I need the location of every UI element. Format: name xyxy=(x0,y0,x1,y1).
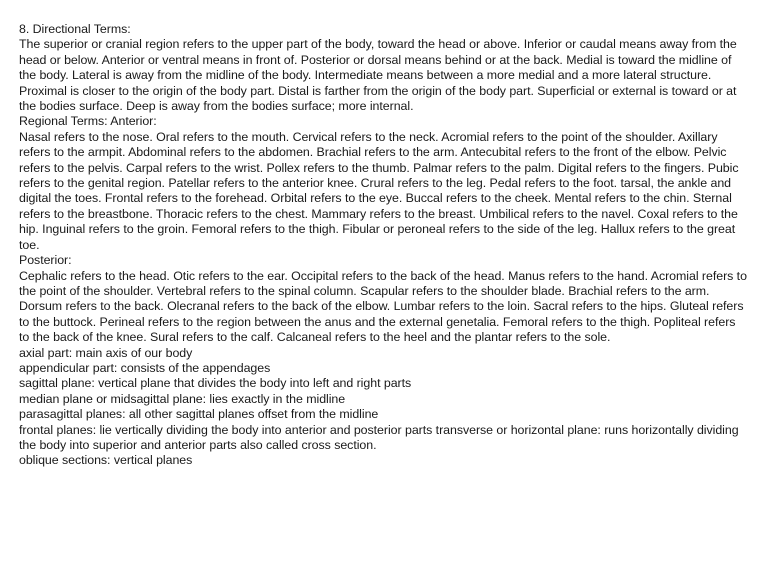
definition-frontal-planes: frontal planes: lie vertically dividing the body into anterior and posterior parts transverse or horizontal plane: runs horizontally dividing the body into superior and anterior parts also called cross section. xyxy=(19,422,739,452)
definition-median-plane: median plane or midsagittal plane: lies exactly in the midline xyxy=(19,391,346,406)
section-heading-directional-terms: 8. Directional Terms: xyxy=(19,22,131,36)
posterior-terms-paragraph: Cephalic refers to the head. Otic refers to the ear. Occipital refers to the back of the head. Manus refers to the hand. Acromial refers to the point of the shoulder. Vertebral refers to the spinal column. Scapular refers to the shoulder blade. Brachial refers to the arm. Dorsum refers to the back. Olecranal refers to the back of the elbow. Lumbar refers to the loin. Sacral refers to the hips. Gluteal refers to the buttock. Perineal refers to the region between the anus and the external genetalia. Femoral refers to the thigh. Popliteal refers to the back of the knee. Sural refers to the calf. Calcaneal refers to the heel and the plantar refers to the sole. xyxy=(19,268,747,345)
definition-parasagittal-planes: parasagittal planes: all other sagittal planes offset from the midline xyxy=(19,407,379,422)
document-body xyxy=(19,22,748,469)
anterior-terms-paragraph: Nasal refers to the nose. Oral refers to the mouth. Cervical refers to the neck. Acromial refers to the point of the shoulder. Axillary refers to the armpit. Abdominal refers to the abdomen. Brachial refers to the arm. Antecubital refers to the front of the elbow. Pelvic refers to the pelvis. Carpal refers to the wrist. Pollex refers to the thumb. Palmar refers to the palm. Digital refers to the fingers. Pubic refers to the genital region. Patellar refers to the anterior knee. Crural refers to the leg. Pedal refers to the foot. tarsal, the ankle and digital the toes. Frontal refers to the forehead. Orbital refers to the eye. Buccal refers to the cheek. Mental refers to the chin. Sternal refers to the breastbone. Thoracic refers to the chest. Mammary refers to the breast. Umbilical refers to the navel. Coxal refers to the hip. Inguinal refers to the groin. Femoral refers to the thigh. Fibular or peroneal refers to the side of the leg. Hallux refers to the great toe. xyxy=(19,129,739,252)
section-heading-regional-anterior: Regional Terms: Anterior: xyxy=(19,114,157,129)
definition-axial-part: axial part: main axis of our body xyxy=(19,345,193,360)
section-heading-posterior: Posterior: xyxy=(19,253,72,268)
definition-oblique-sections: oblique sections: vertical planes xyxy=(19,453,193,468)
definition-sagittal-plane: sagittal plane: vertical plane that divides the body into left and right parts xyxy=(19,376,412,391)
definition-appendicular-part: appendicular part: consists of the appendages xyxy=(19,360,271,375)
directional-terms-paragraph: The superior or cranial region refers to the upper part of the body, toward the head or above. Inferior or caudal means away from the head or below. Anterior or ventral means in front of. Posterior or dorsal means behind or at the back. Medial is toward the midline of the body. Lateral is away from the midline of the body. Intermediate means between a more medial and a more lateral structure. Proximal is closer to the origin of the body part. Distal is farther from the origin of the body part. Superficial or external is toward or at the bodies surface. Deep is away from the bodies surface; more internal. xyxy=(19,37,737,114)
